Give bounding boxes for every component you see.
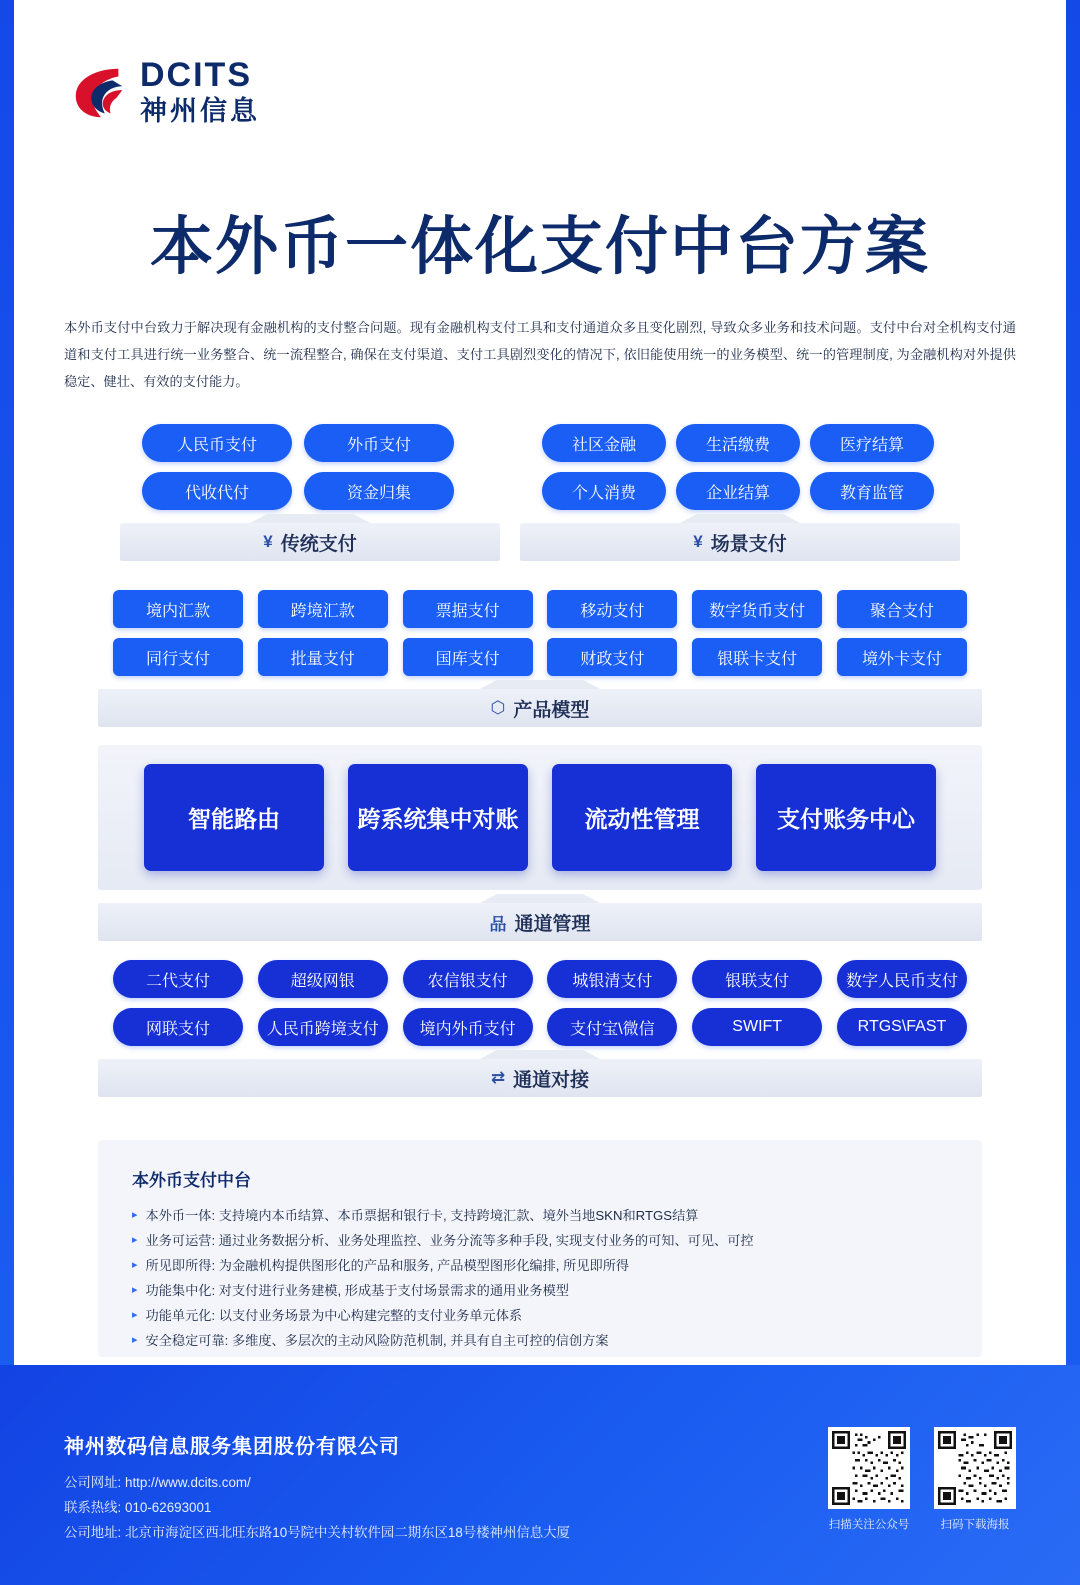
- triangle-bullet-icon: ▸: [132, 1334, 138, 1346]
- chip-peer-payment[interactable]: 同行支付: [113, 638, 243, 676]
- chip-living-payment[interactable]: 生活缴费: [676, 424, 800, 462]
- feature-text: 本外币一体: 支持境内本币结算、本币票据和银行卡, 支持跨境汇款、境外当地SKN和RTGS结算: [145, 1208, 699, 1223]
- group-channel-docking: [98, 960, 982, 1097]
- qr-caption: 扫描关注公众号: [828, 1519, 910, 1531]
- chip-super-online-banking[interactable]: 超级网银: [258, 960, 388, 998]
- chip-nets-union-payment[interactable]: 网联支付: [113, 1008, 243, 1046]
- chip-community-finance[interactable]: 社区金融: [542, 424, 666, 462]
- group-product-model: [98, 590, 982, 727]
- poster-qr-code[interactable]: [934, 1427, 1016, 1509]
- shelf-channel-docking: [98, 1059, 982, 1097]
- chip-row: [98, 638, 982, 676]
- chip-unionpay[interactable]: 银联支付: [692, 960, 822, 998]
- shelf-label: 通道管理: [514, 913, 591, 935]
- dcits-swirl-logo-icon: [68, 61, 130, 123]
- chip-batch-payment[interactable]: 批量支付: [258, 638, 388, 676]
- triangle-bullet-icon: ▸: [132, 1284, 138, 1296]
- card-payment-accounting-center[interactable]: 支付账务中心: [756, 764, 936, 871]
- chip-rmb-cross-border-payment[interactable]: 人民币跨境支付: [258, 1008, 388, 1046]
- chip-digital-currency-payment[interactable]: 数字货币支付: [692, 590, 822, 628]
- wechat-qr-code[interactable]: [828, 1427, 910, 1509]
- feature-item: [132, 1278, 948, 1303]
- feature-text: 业务可运营: 通过业务数据分析、业务处理监控、业务分流等多种手段, 实现支付业务的可知、可见、可控: [145, 1233, 754, 1248]
- intro-paragraph: 本外币支付中台致力于解决现有金融机构的支付整合问题。现有金融机构支付工具和支付通道众多且变化剧烈, 导致众多业务和技术问题。支付中台对全机构支付通道和支付工具进行统一业务整合、统一流程整合, 确保在支付渠道、支付工具剧烈变化的情况下, 依旧能使用统一的业务模型、统一的管理制度, 为金融机构对外提供稳定、健壮、有效的支付能力。: [64, 320, 1016, 390]
- feature-item: [132, 1203, 948, 1228]
- qr-codes: [828, 1427, 1016, 1532]
- qr-caption: 扫码下载海报: [940, 1519, 1010, 1531]
- card-cross-system-reconciliation[interactable]: 跨系统集中对账: [348, 764, 528, 871]
- footer-address: 公司地址: 北京市海淀区西北旺东路10号院中关村软件园二期东区18号楼神州信息大厦: [64, 1525, 570, 1540]
- chip-second-generation-payment[interactable]: 二代支付: [113, 960, 243, 998]
- shelf-label: 场景支付: [710, 533, 787, 555]
- chip-education-supervision[interactable]: 教育监管: [810, 472, 934, 510]
- cube-icon: ⬡: [490, 698, 506, 717]
- chip-medical-settlement[interactable]: 医疗结算: [810, 424, 934, 462]
- feature-item: [132, 1303, 948, 1328]
- feature-item: [132, 1328, 948, 1353]
- logo-en-text: DCITS: [140, 56, 252, 94]
- chip-row: [98, 590, 982, 628]
- chip-rmb-payment[interactable]: 人民币支付: [142, 424, 292, 462]
- chip-row: [120, 424, 500, 462]
- chip-personal-consumption[interactable]: 个人消费: [542, 472, 666, 510]
- chip-fiscal-payment[interactable]: 财政支付: [547, 638, 677, 676]
- card-intelligent-routing[interactable]: 智能路由: [144, 764, 324, 871]
- chip-enterprise-settlement[interactable]: 企业结算: [676, 472, 800, 510]
- exchange-arrows-icon: ⇄: [490, 1068, 506, 1087]
- sitemap-icon: 品: [489, 914, 507, 934]
- chip-digital-rmb-payment[interactable]: 数字人民币支付: [837, 960, 967, 998]
- chip-rural-credit-bank-payment[interactable]: 农信银支付: [403, 960, 533, 998]
- feature-text: 所见即所得: 为金融机构提供图形化的产品和服务, 产品模型图形化编排, 所见即所得: [145, 1258, 630, 1273]
- triangle-bullet-icon: ▸: [132, 1259, 138, 1271]
- feature-text: 功能单元化: 以支付业务场景为中心构建完整的支付业务单元体系: [145, 1308, 523, 1323]
- page-title: 本外币一体化支付中台方案: [150, 212, 930, 282]
- shelf-product-model: [98, 689, 982, 727]
- chip-swift[interactable]: SWIFT: [692, 1008, 822, 1046]
- feature-text: 安全稳定可靠: 多维度、多层次的主动风险防范机制, 并具有自主可控的信创方案: [145, 1333, 609, 1348]
- chip-foreign-currency-payment[interactable]: 外币支付: [304, 424, 454, 462]
- qr-pattern-icon: [938, 1431, 1012, 1505]
- triangle-bullet-icon: ▸: [132, 1309, 138, 1321]
- chip-cross-border-remittance[interactable]: 跨境汇款: [258, 590, 388, 628]
- yen-badge-icon: ¥: [693, 532, 703, 551]
- chip-aggregate-payment[interactable]: 聚合支付: [837, 590, 967, 628]
- features-panel: [98, 1140, 982, 1357]
- chip-rtgs-fast[interactable]: RTGS\FAST: [837, 1008, 967, 1046]
- chip-overseas-card-payment[interactable]: 境外卡支付: [837, 638, 967, 676]
- chip-domestic-foreign-currency-payment[interactable]: 境内外币支付: [403, 1008, 533, 1046]
- qr-pattern-icon: [832, 1431, 906, 1505]
- chip-row: [120, 472, 500, 510]
- shelf-label: 传统支付: [280, 533, 357, 555]
- chip-domestic-remittance[interactable]: 境内汇款: [113, 590, 243, 628]
- shelf-label: 通道对接: [513, 1069, 590, 1091]
- footer-contact-block: [64, 1470, 570, 1545]
- chip-row: [98, 1008, 982, 1046]
- group-traditional-payment: [120, 424, 500, 561]
- triangle-bullet-icon: ▸: [132, 1234, 138, 1246]
- logo-cn-text: 神州信息: [140, 96, 260, 126]
- triangle-bullet-icon: ▸: [132, 1209, 138, 1221]
- footer: [0, 1365, 1080, 1585]
- footer-website[interactable]: 公司网址: http://www.dcits.com/: [64, 1475, 251, 1490]
- group-scene-payment: [520, 424, 960, 561]
- channel-card-stage: [98, 745, 982, 890]
- chip-alipay-wechat[interactable]: 支付宝\微信: [547, 1008, 677, 1046]
- chip-treasury-payment[interactable]: 国库支付: [403, 638, 533, 676]
- footer-company-name: 神州数码信息服务集团股份有限公司: [64, 1436, 400, 1458]
- group-channel-management: [98, 745, 982, 941]
- card-liquidity-management[interactable]: 流动性管理: [552, 764, 732, 871]
- qr-item: [828, 1427, 910, 1532]
- footer-hotline: 联系热线: 010-62693001: [64, 1500, 212, 1515]
- brand-logo: [68, 58, 260, 125]
- shelf-channel-management: [98, 903, 982, 941]
- feature-item: [132, 1228, 948, 1253]
- chip-unionpay-card-payment[interactable]: 银联卡支付: [692, 638, 822, 676]
- qr-item: [934, 1427, 1016, 1532]
- shelf-traditional-payment: [120, 523, 500, 561]
- chip-mobile-payment[interactable]: 移动支付: [547, 590, 677, 628]
- chip-city-bank-clearing-payment[interactable]: 城银清支付: [547, 960, 677, 998]
- shelf-scene-payment: [520, 523, 960, 561]
- chip-row: [98, 960, 982, 998]
- chip-bill-payment[interactable]: 票据支付: [403, 590, 533, 628]
- feature-text: 功能集中化: 对支付进行业务建模, 形成基于支付场景需求的通用业务模型: [145, 1283, 569, 1298]
- feature-item: [132, 1253, 948, 1278]
- features-heading: 本外币支付中台: [132, 1171, 251, 1190]
- chip-row: [520, 472, 960, 510]
- chip-collection-payment[interactable]: 代收代付: [142, 472, 292, 510]
- chip-row: [520, 424, 960, 462]
- yen-badge-icon: ¥: [263, 532, 273, 551]
- shelf-label: 产品模型: [513, 699, 590, 721]
- chip-fund-pooling[interactable]: 资金归集: [304, 472, 454, 510]
